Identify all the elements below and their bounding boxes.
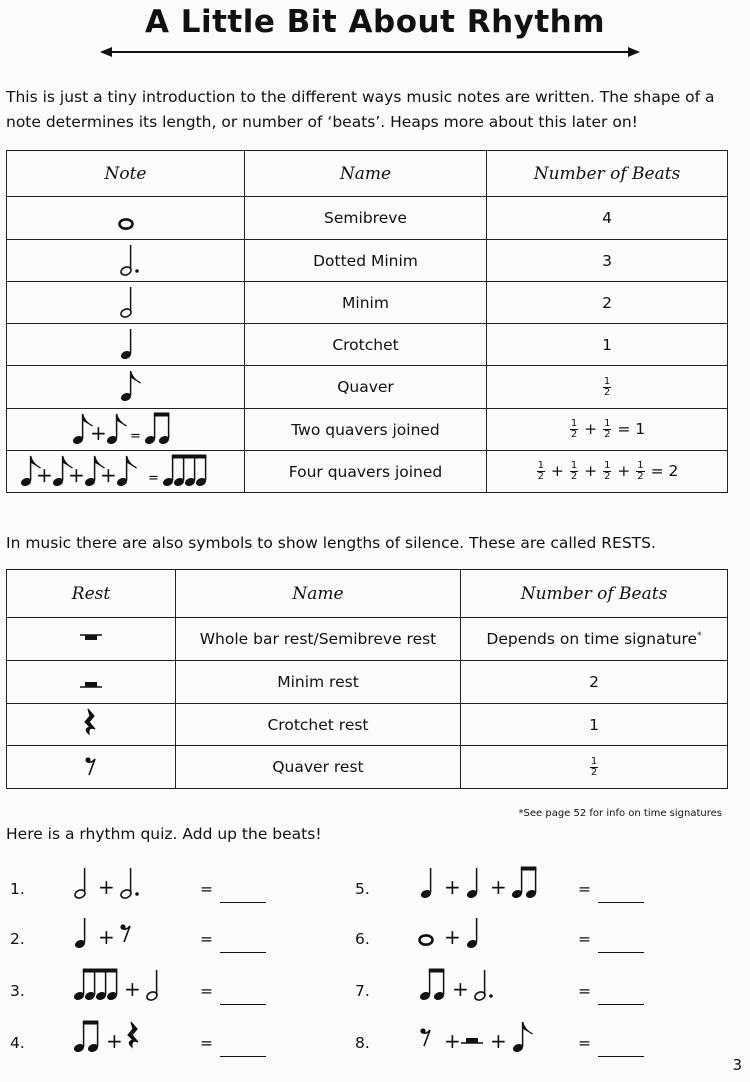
quiz-equals: = — [200, 1034, 213, 1052]
note-symbol-cell — [7, 324, 245, 366]
rest-beats: 1 — [461, 704, 728, 746]
quiz-equals: = — [578, 982, 591, 1000]
page-title: A Little Bit About Rhythm — [144, 4, 606, 40]
rest-row — [7, 618, 728, 661]
note-symbol-cell — [7, 197, 245, 240]
quiz-rhythm — [64, 914, 154, 958]
note-beats: $\frac{1}{2}$ + $\frac{1}{2}$ + $\frac{1}{2}$ + $\frac{1}{2}$ = 2 — [487, 451, 728, 493]
svg-text:+: + — [98, 925, 115, 949]
quiz-number: 3. — [10, 982, 25, 1000]
quiz-rhythm — [64, 1018, 162, 1062]
quiz-number: 5. — [355, 880, 370, 898]
quiz-rhythm — [64, 864, 158, 908]
note-beats: 2 — [487, 282, 728, 324]
note-name: Crotchet — [245, 324, 487, 366]
rest-name: Crotchet rest — [176, 704, 461, 746]
double-arrow-divider — [100, 44, 640, 60]
note-symbol-cell — [7, 366, 245, 409]
rest-symbol-cell — [7, 618, 176, 661]
quaver-rest-icon — [71, 749, 111, 785]
svg-text:+: + — [89, 420, 107, 445]
note-row — [7, 240, 728, 282]
quiz-number: 6. — [355, 930, 370, 948]
quiz-number: 4. — [10, 1034, 25, 1052]
svg-text:+: + — [99, 462, 117, 487]
quiz-rhythm — [410, 864, 554, 908]
svg-text:+: + — [124, 977, 141, 1001]
answer-blank[interactable] — [598, 952, 644, 953]
quaver-icon — [106, 369, 146, 405]
quiz-rhythm — [64, 966, 180, 1010]
rest-row — [7, 746, 728, 789]
header-name: Name — [176, 570, 461, 618]
answer-blank[interactable] — [220, 902, 266, 903]
header-beats: Number of Beats — [487, 151, 728, 197]
svg-text:+: + — [98, 875, 115, 899]
note-symbol-cell — [7, 451, 245, 493]
answer-blank[interactable] — [220, 952, 266, 953]
svg-text:=: = — [147, 470, 159, 486]
header-name: Name — [245, 151, 487, 197]
quiz-number: 8. — [355, 1034, 370, 1052]
rhythm-notes-icon — [64, 1018, 162, 1058]
minim-rest-icon — [71, 664, 111, 700]
semibreve-icon — [106, 200, 146, 236]
svg-text:+: + — [490, 1029, 507, 1053]
four-quavers-icon — [16, 454, 236, 490]
quiz-equals: = — [200, 982, 213, 1000]
crotchet-rest-icon — [71, 707, 111, 743]
quiz-equals: = — [578, 880, 591, 898]
note-name: Semibreve — [245, 197, 487, 240]
quiz-number: 1. — [10, 880, 25, 898]
minim-icon — [106, 285, 146, 321]
answer-blank[interactable] — [598, 1056, 644, 1057]
note-name: Four quavers joined — [245, 451, 487, 493]
svg-text:+: + — [35, 462, 53, 487]
note-beats: 1 — [487, 324, 728, 366]
two-quavers-icon — [66, 412, 186, 448]
quiz-number: 7. — [355, 982, 370, 1000]
answer-blank[interactable] — [598, 1004, 644, 1005]
header-rest: Rest — [7, 570, 176, 618]
header-beats: Number of Beats — [461, 570, 728, 618]
rhythm-notes-icon — [410, 966, 512, 1006]
note-row — [7, 366, 728, 409]
note-row — [7, 409, 728, 451]
note-name: Two quavers joined — [245, 409, 487, 451]
rest-name: Whole bar rest/Semibreve rest — [176, 618, 461, 661]
header-note: Note — [7, 151, 245, 197]
rests-table — [6, 569, 728, 789]
rhythm-notes-icon — [64, 864, 158, 904]
note-name: Dotted Minim — [245, 240, 487, 282]
svg-text:+: + — [67, 462, 85, 487]
answer-blank[interactable] — [220, 1056, 266, 1057]
note-symbol-cell — [7, 240, 245, 282]
rest-symbol-cell — [7, 704, 176, 746]
page-number: 3 — [732, 1056, 742, 1074]
note-row — [7, 451, 728, 493]
note-row — [7, 324, 728, 366]
note-beats: $\frac{1}{2}$ + $\frac{1}{2}$ = 1 — [487, 409, 728, 451]
rest-beats: $\frac{1}{2}$ — [461, 746, 728, 789]
quiz-rhythm — [410, 1018, 546, 1062]
rest-row — [7, 661, 728, 704]
note-name: Minim — [245, 282, 487, 324]
whole-rest-icon — [71, 621, 111, 657]
quiz-intro: Here is a rhythm quiz. Add up the beats! — [6, 825, 322, 843]
rests-table-header — [7, 570, 728, 618]
quiz-rhythm — [410, 966, 512, 1010]
rhythm-notes-icon — [410, 864, 554, 904]
answer-blank[interactable] — [598, 902, 644, 903]
svg-text:+: + — [444, 925, 461, 949]
rest-beats: 2 — [461, 661, 728, 704]
rest-name: Quaver rest — [176, 746, 461, 789]
svg-text:+: + — [452, 977, 469, 1001]
dotted-minim-icon — [106, 243, 146, 279]
svg-text:+: + — [444, 1029, 461, 1053]
quiz-rhythm — [410, 914, 500, 958]
notes-table — [6, 150, 728, 493]
rest-symbol-cell — [7, 661, 176, 704]
quiz-equals: = — [578, 930, 591, 948]
rest-row — [7, 704, 728, 746]
rhythm-notes-icon — [64, 914, 154, 954]
rest-symbol-cell — [7, 746, 176, 789]
quiz-equals: = — [578, 1034, 591, 1052]
svg-text:+: + — [106, 1029, 123, 1053]
quiz-equals: = — [200, 880, 213, 898]
rests-intro: In music there are also symbols to show lengths of silence. These are called RESTS. — [6, 534, 656, 552]
rest-beats: Depends on time signature* — [461, 618, 728, 661]
quiz-number: 2. — [10, 930, 25, 948]
intro-paragraph: This is just a tiny introduction to the different ways music notes are written. The shape of a note determines its length, or number of ‘beats’. Heaps more about this later on! — [6, 88, 715, 131]
note-name: Quaver — [245, 366, 487, 409]
answer-blank[interactable] — [220, 1004, 266, 1005]
rest-name: Minim rest — [176, 661, 461, 704]
footnote: *See page 52 for info on time signatures — [518, 808, 722, 819]
note-row — [7, 282, 728, 324]
note-symbol-cell — [7, 282, 245, 324]
notes-table-header — [7, 151, 728, 197]
note-row — [7, 197, 728, 240]
svg-text:+: + — [444, 875, 461, 899]
note-beats: $\frac{1}{2}$ — [487, 366, 728, 409]
note-beats: 3 — [487, 240, 728, 282]
svg-text:+: + — [490, 875, 507, 899]
quiz-equals: = — [200, 930, 213, 948]
note-symbol-cell — [7, 409, 245, 451]
svg-text:=: = — [129, 428, 141, 444]
rhythm-notes-icon — [64, 966, 180, 1006]
note-beats: 4 — [487, 197, 728, 240]
rhythm-notes-icon — [410, 914, 500, 954]
rhythm-notes-icon — [410, 1018, 546, 1058]
crotchet-icon — [106, 327, 146, 363]
